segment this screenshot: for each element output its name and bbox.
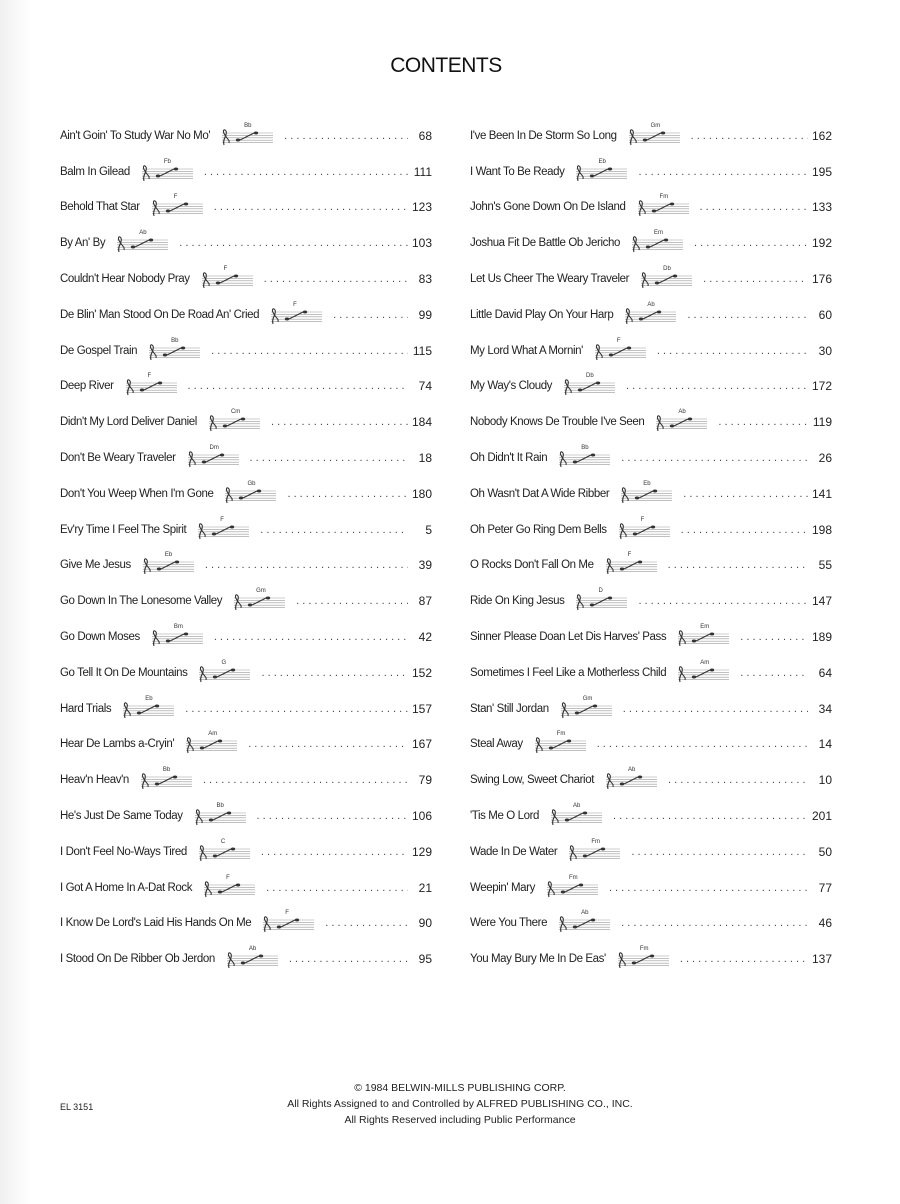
entry-title: Joshua Fit De Battle Ob Jericho — [470, 237, 620, 250]
key-signature-label: Ab — [678, 409, 686, 416]
key-signature-label: F — [173, 194, 178, 201]
entry-title: Wade In De Water — [470, 845, 558, 858]
page-number: 26 — [818, 451, 832, 466]
music-incipit — [602, 554, 658, 576]
music-incipit — [148, 626, 204, 648]
entry-title: I Want To Be Ready — [470, 165, 565, 178]
entry-title: De Blin' Man Stood On De Road An' Cried — [60, 308, 260, 321]
contents-entry[interactable] — [60, 512, 432, 548]
entry-title: Heav'n Heav'n — [60, 774, 129, 787]
contents-entry[interactable] — [470, 691, 832, 727]
key-signature-label: C — [220, 838, 226, 845]
music-incipit — [122, 375, 178, 397]
contents-entry[interactable] — [60, 154, 432, 190]
page-number: 192 — [811, 236, 832, 251]
music-incipit — [230, 590, 286, 612]
music-incipit — [572, 158, 628, 183]
entry-title: Hear De Lambs a-Cryin' — [60, 738, 175, 751]
music-incipit — [195, 838, 251, 863]
entry-title: 'Tis Me O Lord — [470, 810, 540, 823]
key-signature-label: Gm — [582, 695, 593, 702]
entry-title: Nobody Knows De Trouble I've Seen — [470, 416, 645, 429]
music-incipit — [145, 337, 201, 362]
dot-leader — [638, 595, 808, 607]
contents-entry[interactable] — [60, 548, 432, 584]
contents-entry[interactable] — [60, 118, 432, 154]
entry-title: My Lord What A Mornin' — [470, 344, 583, 357]
dot-leader — [205, 559, 408, 571]
key-signature-label: Bb — [244, 122, 252, 129]
dot-leader — [264, 273, 408, 285]
dot-leader — [203, 774, 408, 786]
key-signature-label: Ab — [581, 910, 589, 917]
page-number: 68 — [418, 128, 432, 143]
music-incipit — [182, 733, 238, 755]
page-number: 74 — [418, 379, 432, 394]
entry-title: Oh Wasn't Dat A Wide Ribber — [470, 487, 610, 500]
entry-title: I Don't Feel No-Ways Tired — [60, 845, 187, 858]
dot-leader — [740, 631, 808, 643]
key-signature-label: Db — [586, 373, 594, 380]
contents-entry[interactable] — [60, 369, 432, 405]
music-incipit — [194, 516, 250, 541]
contents-entry[interactable] — [470, 118, 832, 154]
dot-leader — [257, 810, 408, 822]
contents-entry[interactable] — [470, 834, 832, 870]
contents-entry[interactable] — [470, 870, 832, 906]
page-number: 129 — [411, 844, 432, 859]
key-signature-label: Fb — [163, 158, 171, 165]
entry-title: Hard Trials — [60, 702, 112, 715]
contents-entry[interactable] — [470, 727, 832, 763]
key-signature-label: Gm — [650, 122, 661, 129]
dot-leader — [261, 667, 408, 679]
entry-title: Weepin' Mary — [470, 881, 535, 894]
dot-leader — [680, 953, 808, 965]
music-incipit — [205, 411, 261, 433]
dot-leader — [260, 524, 408, 536]
dot-leader — [638, 166, 808, 178]
music-incipit — [137, 769, 193, 791]
page-number: 106 — [411, 809, 432, 824]
page-number: 157 — [411, 701, 432, 716]
entry-title: I Stood On De Ribber Ob Jerdon — [60, 953, 215, 966]
contents-entry[interactable] — [470, 583, 832, 619]
contents-entry[interactable] — [60, 691, 432, 727]
key-signature-label: Bm — [173, 624, 183, 631]
key-signature-label: Am — [208, 731, 218, 738]
contents-entry[interactable] — [470, 941, 832, 977]
contents-entry[interactable] — [470, 369, 832, 405]
dot-leader — [261, 846, 408, 858]
key-signature-label: Ab — [248, 946, 257, 953]
contents-entry[interactable] — [60, 333, 432, 369]
music-incipit — [674, 626, 730, 648]
entry-title: John's Gone Down On De Island — [470, 201, 626, 214]
music-incipit — [148, 196, 204, 218]
contents-entry[interactable] — [60, 906, 432, 942]
music-incipit — [634, 196, 690, 218]
dot-leader — [214, 201, 408, 213]
music-incipit — [652, 411, 708, 433]
contents-entry[interactable] — [60, 941, 432, 977]
page-number: 123 — [411, 200, 432, 215]
key-signature-label: Fm — [659, 194, 669, 201]
page-number: 201 — [811, 809, 832, 824]
page-number: 87 — [418, 594, 432, 609]
key-signature-label: F — [616, 337, 621, 344]
entry-title: Swing Low, Sweet Chariot — [470, 774, 594, 787]
entry-title: He's Just De Same Today — [60, 810, 183, 823]
entry-title: Don't Be Weary Traveler — [60, 452, 176, 465]
key-signature-label: Fm — [556, 731, 566, 738]
page-number: 55 — [818, 558, 832, 573]
dot-leader — [681, 524, 808, 536]
copyright-notice — [160, 1080, 760, 1128]
dot-leader — [248, 738, 408, 750]
key-signature-label: Ab — [139, 230, 147, 237]
music-incipit — [531, 733, 587, 755]
entry-title: I've Been In De Storm So Long — [470, 129, 617, 142]
dot-leader — [691, 130, 808, 142]
key-signature-label: D — [598, 588, 603, 595]
dot-leader — [687, 309, 808, 321]
page-number: 172 — [811, 379, 832, 394]
entry-title: By An' By — [60, 237, 106, 250]
key-signature-label: F — [226, 874, 230, 881]
page-number: 14 — [818, 737, 832, 752]
dot-leader — [250, 452, 409, 464]
key-signature-label: Gm — [256, 588, 266, 595]
dot-leader — [740, 667, 808, 679]
page-edge-shadow — [0, 0, 30, 1204]
page-number: 176 — [811, 272, 832, 287]
dot-leader — [683, 488, 808, 500]
page-number: 5 — [425, 522, 432, 537]
music-incipit — [200, 874, 256, 899]
entry-title: Sometimes I Feel Like a Motherless Child — [470, 666, 667, 679]
dot-leader — [621, 917, 808, 929]
entry-title: O Rocks Don't Fall On Me — [470, 559, 594, 572]
entry-title: Go Down In The Lonesome Valley — [60, 595, 223, 608]
entry-title: Stan' Still Jordan — [470, 702, 549, 715]
music-incipit — [557, 695, 613, 720]
music-incipit — [138, 158, 194, 183]
entry-title: Steal Away — [470, 738, 523, 751]
music-incipit — [591, 337, 647, 362]
page-number: 184 — [411, 415, 432, 430]
entry-title: Behold That Star — [60, 201, 140, 214]
music-incipit — [625, 122, 681, 147]
key-signature-label: Eb — [643, 480, 651, 487]
contents-entry[interactable] — [60, 834, 432, 870]
dot-leader — [333, 309, 408, 321]
key-signature-label: Eb — [164, 552, 173, 559]
key-signature-label: Cm — [230, 409, 241, 416]
page-number: 42 — [418, 630, 432, 645]
contents-entry[interactable] — [470, 154, 832, 190]
dot-leader — [296, 595, 408, 607]
contents-column-right — [470, 118, 832, 977]
dot-leader — [185, 703, 408, 715]
key-signature-label: F — [285, 910, 289, 917]
catalog-number: EL 3151 — [60, 1102, 94, 1112]
page-number: 95 — [418, 952, 432, 967]
dot-leader — [703, 273, 808, 285]
music-incipit — [184, 447, 240, 469]
contents-entry[interactable] — [60, 727, 432, 763]
key-signature-label: F — [147, 373, 152, 380]
copyright-line: All Rights Reserved including Public Performance — [344, 1114, 576, 1126]
dot-leader — [668, 559, 808, 571]
music-incipit — [628, 232, 684, 254]
contents-entry[interactable] — [60, 440, 432, 476]
contents-entry[interactable] — [470, 476, 832, 512]
page-number: 152 — [411, 665, 432, 680]
contents-entry[interactable] — [470, 261, 832, 297]
page-title: CONTENTS — [390, 54, 502, 77]
copyright-line: All Rights Assigned to and Controlled by ALFRED PUBLISHING CO., INC. — [287, 1098, 633, 1110]
entry-title: I Know De Lord's Laid His Hands On Me — [60, 917, 252, 930]
dot-leader — [188, 380, 408, 392]
page-number: 195 — [811, 164, 832, 179]
entry-title: You May Bury Me In De Eas' — [470, 953, 606, 966]
page-number: 147 — [811, 594, 832, 609]
dot-leader — [204, 166, 408, 178]
contents-entry[interactable] — [470, 297, 832, 333]
entry-title: Don't You Weep When I'm Gone — [60, 487, 214, 500]
dot-leader — [700, 201, 808, 213]
dot-leader — [668, 774, 808, 786]
dot-leader — [325, 917, 408, 929]
copyright-line: © 1984 BELWIN-MILLS PUBLISHING CORP. — [354, 1082, 566, 1094]
music-incipit — [119, 695, 175, 720]
page-number: 103 — [411, 236, 432, 251]
dot-leader — [623, 703, 808, 715]
page-number: 39 — [418, 558, 432, 573]
contents-entry[interactable] — [60, 798, 432, 834]
contents-entry[interactable] — [60, 655, 432, 691]
page-number: 119 — [812, 415, 832, 430]
page-number: 111 — [413, 164, 432, 179]
contents-entry[interactable] — [60, 476, 432, 512]
music-incipit — [543, 874, 599, 899]
contents-column-left — [60, 118, 432, 977]
key-signature-label: F — [223, 266, 228, 273]
page-number: 189 — [811, 630, 832, 645]
dot-leader — [694, 237, 808, 249]
contents-entry[interactable] — [60, 404, 432, 440]
music-incipit — [674, 659, 730, 684]
music-incipit — [560, 375, 616, 397]
dot-leader — [266, 882, 408, 894]
page-number: 115 — [412, 343, 432, 358]
dot-leader — [631, 846, 808, 858]
contents-entry[interactable] — [470, 225, 832, 261]
entry-title: I Got A Home In A-Dat Rock — [60, 881, 193, 894]
contents-entry[interactable] — [470, 190, 832, 226]
entry-title: Oh Peter Go Ring Dem Bells — [470, 523, 607, 536]
contents-entry[interactable] — [60, 762, 432, 798]
key-signature-label: Db — [663, 266, 671, 273]
page-number: 34 — [818, 701, 832, 716]
music-incipit — [191, 805, 247, 827]
music-incipit — [113, 232, 169, 254]
key-signature-label: Ab — [628, 767, 636, 774]
dot-leader — [271, 416, 408, 428]
page-number: 77 — [818, 880, 832, 895]
key-signature-label: Bb — [171, 337, 179, 344]
dot-leader — [289, 953, 408, 965]
page-number: 18 — [418, 451, 432, 466]
music-incipit — [195, 659, 251, 684]
key-signature-label: Fm — [639, 946, 649, 953]
entry-title: Go Tell It On De Mountains — [60, 666, 188, 679]
dot-leader — [613, 810, 808, 822]
entry-title: Couldn't Hear Nobody Pray — [60, 273, 190, 286]
music-incipit — [555, 912, 611, 934]
page-number: 133 — [811, 200, 832, 215]
music-incipit — [139, 554, 195, 576]
page-number: 10 — [818, 773, 832, 788]
entry-title: Ev'ry Time I Feel The Spirit — [60, 523, 187, 536]
page-number: 21 — [418, 880, 432, 895]
key-signature-label: Fm — [591, 838, 601, 845]
music-incipit — [267, 301, 323, 326]
page-number: 50 — [818, 844, 832, 859]
entry-title: Let Us Cheer The Weary Traveler — [470, 273, 630, 286]
contents-entry[interactable] — [60, 261, 432, 297]
contents-entry[interactable] — [470, 333, 832, 369]
music-incipit — [621, 301, 677, 326]
dot-leader — [657, 345, 808, 357]
page-number: 60 — [818, 307, 832, 322]
contents-entry[interactable] — [470, 906, 832, 942]
page-number: 30 — [818, 343, 832, 358]
page-number: 162 — [811, 128, 832, 143]
key-signature-label: F — [220, 516, 224, 523]
entry-title: My Way's Cloudy — [470, 380, 553, 393]
key-signature-label: Fm — [568, 874, 578, 881]
contents-entry[interactable] — [60, 190, 432, 226]
key-signature-label: Gb — [247, 480, 256, 487]
key-signature-label: Eb — [598, 158, 606, 165]
key-signature-label: Bb — [162, 767, 171, 774]
entry-title: Ride On King Jesus — [470, 595, 565, 608]
key-signature-label: F — [293, 301, 297, 308]
dot-leader — [597, 738, 808, 750]
music-incipit — [555, 447, 611, 469]
dot-leader — [718, 416, 808, 428]
dot-leader — [621, 452, 808, 464]
key-signature-label: F — [627, 552, 632, 559]
contents-entry[interactable] — [470, 548, 832, 584]
page-number: 141 — [811, 486, 832, 501]
key-signature-label: G — [221, 659, 227, 666]
contents-entry[interactable] — [470, 655, 832, 691]
contents-entry[interactable] — [470, 404, 832, 440]
contents-entry[interactable] — [60, 583, 432, 619]
entry-title: Give Me Jesus — [60, 559, 131, 572]
contents-entry[interactable] — [470, 798, 832, 834]
entry-title: Little David Play On Your Harp — [470, 308, 614, 321]
music-incipit — [565, 838, 621, 863]
dot-leader — [284, 130, 408, 142]
key-signature-label: Dm — [209, 445, 219, 452]
key-signature-label: Ab — [573, 803, 581, 810]
key-signature-label: Bb — [581, 445, 589, 452]
page-number: 198 — [811, 522, 832, 537]
entry-title: Were You There — [470, 917, 548, 930]
contents-entry[interactable] — [60, 225, 432, 261]
music-incipit — [572, 590, 628, 612]
music-incipit — [602, 769, 658, 791]
key-signature-label: Eb — [145, 695, 153, 702]
music-incipit — [637, 268, 693, 290]
music-incipit — [223, 948, 279, 970]
contents-entry[interactable] — [470, 440, 832, 476]
music-incipit — [615, 516, 671, 541]
contents-entry[interactable] — [60, 870, 432, 906]
page-number: 167 — [411, 737, 432, 752]
contents-entry[interactable] — [60, 297, 432, 333]
music-incipit — [221, 480, 277, 505]
contents-entry[interactable] — [470, 619, 832, 655]
page-number: 64 — [818, 665, 832, 680]
music-incipit — [198, 268, 254, 290]
dot-leader — [211, 345, 408, 357]
dot-leader — [287, 488, 408, 500]
dot-leader — [214, 631, 408, 643]
music-incipit — [614, 948, 670, 970]
music-incipit — [617, 480, 673, 505]
key-signature-label: Am — [700, 659, 710, 666]
key-signature-label: Em — [700, 624, 710, 631]
page-number: 83 — [418, 272, 432, 287]
music-incipit — [259, 912, 315, 934]
key-signature-label: F — [640, 516, 645, 523]
music-incipit — [547, 805, 603, 827]
key-signature-label: Em — [653, 230, 663, 237]
key-signature-label: Bb — [216, 803, 224, 810]
entry-title: Didn't My Lord Deliver Daniel — [60, 416, 197, 429]
dot-leader — [626, 380, 808, 392]
page-number: 137 — [811, 952, 832, 967]
page-number: 46 — [818, 916, 832, 931]
entry-title: De Gospel Train — [60, 344, 138, 357]
entry-title: Deep River — [60, 380, 114, 393]
page-number: 180 — [411, 486, 432, 501]
contents-entry[interactable] — [470, 762, 832, 798]
entry-title: Go Down Moses — [60, 631, 140, 644]
page-number: 99 — [418, 307, 432, 322]
music-incipit — [218, 122, 274, 147]
entry-title: Sinner Please Doan Let Dis Harves' Pass — [470, 631, 667, 644]
page-number: 90 — [418, 916, 432, 931]
key-signature-label: Ab — [647, 301, 655, 308]
dot-leader — [609, 882, 808, 894]
contents-entry[interactable] — [470, 512, 832, 548]
dot-leader — [179, 237, 408, 249]
contents-entry[interactable] — [60, 619, 432, 655]
entry-title: Ain't Goin' To Study War No Mo' — [60, 129, 211, 142]
entry-title: Oh Didn't It Rain — [470, 452, 548, 465]
page-number: 79 — [418, 773, 432, 788]
entry-title: Balm In Gilead — [60, 165, 130, 178]
